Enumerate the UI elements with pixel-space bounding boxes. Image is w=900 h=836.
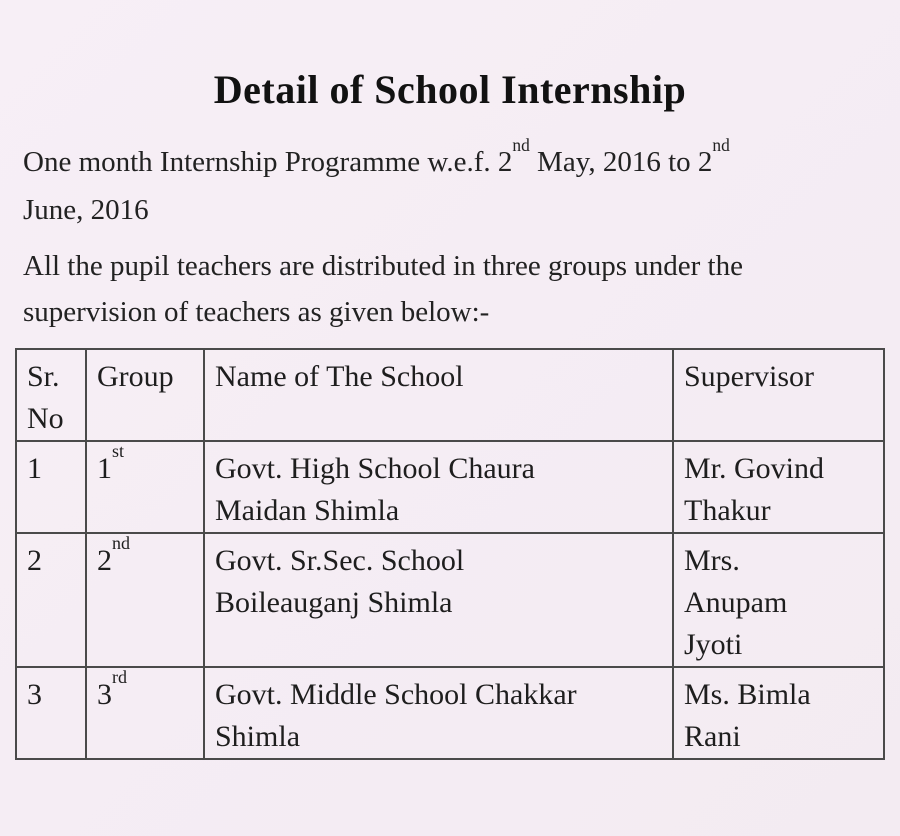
cell-school-name bbox=[204, 441, 673, 533]
supervisor-line1: Ms. Bimla bbox=[684, 678, 811, 711]
school-name-line2: Boileauganj Shimla bbox=[215, 586, 453, 619]
intro-ordinal-2: nd bbox=[712, 134, 730, 155]
group-number: 2 bbox=[97, 544, 112, 577]
header-sr-line1: Sr. bbox=[27, 360, 60, 393]
cell-supervisor bbox=[673, 533, 884, 667]
cell-group bbox=[86, 667, 204, 759]
school-name-line1: Govt. Sr.Sec. School bbox=[215, 544, 465, 577]
header-cell-group: Group bbox=[86, 349, 204, 441]
cell-school-name bbox=[204, 667, 673, 759]
group-number: 3 bbox=[97, 678, 112, 711]
header-cell-sr-no bbox=[16, 349, 86, 441]
group-ordinal: st bbox=[112, 441, 125, 462]
distribution-line-1: All the pupil teachers are distributed in three groups under the bbox=[23, 250, 743, 282]
supervisor-line3: Jyoti bbox=[684, 628, 743, 661]
cell-sr-number: 1 bbox=[16, 441, 86, 533]
intro-line-2: June, 2016 bbox=[23, 194, 149, 226]
page-title: Detail of School Internship bbox=[213, 67, 687, 112]
table-row bbox=[16, 667, 884, 759]
supervisor-line1: Mr. Govind bbox=[684, 452, 825, 485]
table-row bbox=[16, 533, 884, 667]
cell-group bbox=[86, 533, 204, 667]
table-row bbox=[16, 441, 884, 533]
cell-group bbox=[86, 441, 204, 533]
cell-supervisor bbox=[673, 441, 884, 533]
cell-sr-number: 3 bbox=[16, 667, 86, 759]
supervisor-line2: Thakur bbox=[684, 494, 771, 527]
supervisor-line1: Mrs. bbox=[684, 544, 740, 577]
school-name-line1: Govt. High School Chaura bbox=[215, 452, 535, 485]
group-ordinal: nd bbox=[112, 533, 130, 554]
group-ordinal: rd bbox=[112, 667, 127, 688]
intro-ordinal-1: nd bbox=[512, 134, 530, 155]
school-name-line2: Maidan Shimla bbox=[215, 494, 400, 527]
intro-line1-text2: May, 2016 to 2 bbox=[529, 146, 713, 178]
school-name-line2: Shimla bbox=[215, 720, 301, 753]
distribution-paragraph bbox=[23, 243, 743, 335]
supervisor-line2: Rani bbox=[684, 720, 741, 753]
intro-paragraph bbox=[23, 134, 730, 234]
header-sr-line2: No bbox=[27, 402, 64, 435]
internship-table bbox=[15, 348, 885, 760]
school-name-line1: Govt. Middle School Chakkar bbox=[215, 678, 577, 711]
table-header-row bbox=[16, 349, 884, 441]
cell-school-name bbox=[204, 533, 673, 667]
supervisor-line2: Anupam bbox=[684, 586, 788, 619]
intro-line1-text1: One month Internship Programme w.e.f. 2 bbox=[23, 146, 513, 178]
group-number: 1 bbox=[97, 452, 112, 485]
distribution-line-2: supervision of teachers as given below:- bbox=[23, 296, 490, 328]
cell-sr-number: 2 bbox=[16, 533, 86, 667]
header-cell-supervisor: Supervisor bbox=[673, 349, 884, 441]
intro-line-1 bbox=[23, 134, 730, 186]
header-cell-school: Name of The School bbox=[204, 349, 673, 441]
cell-supervisor bbox=[673, 667, 884, 759]
